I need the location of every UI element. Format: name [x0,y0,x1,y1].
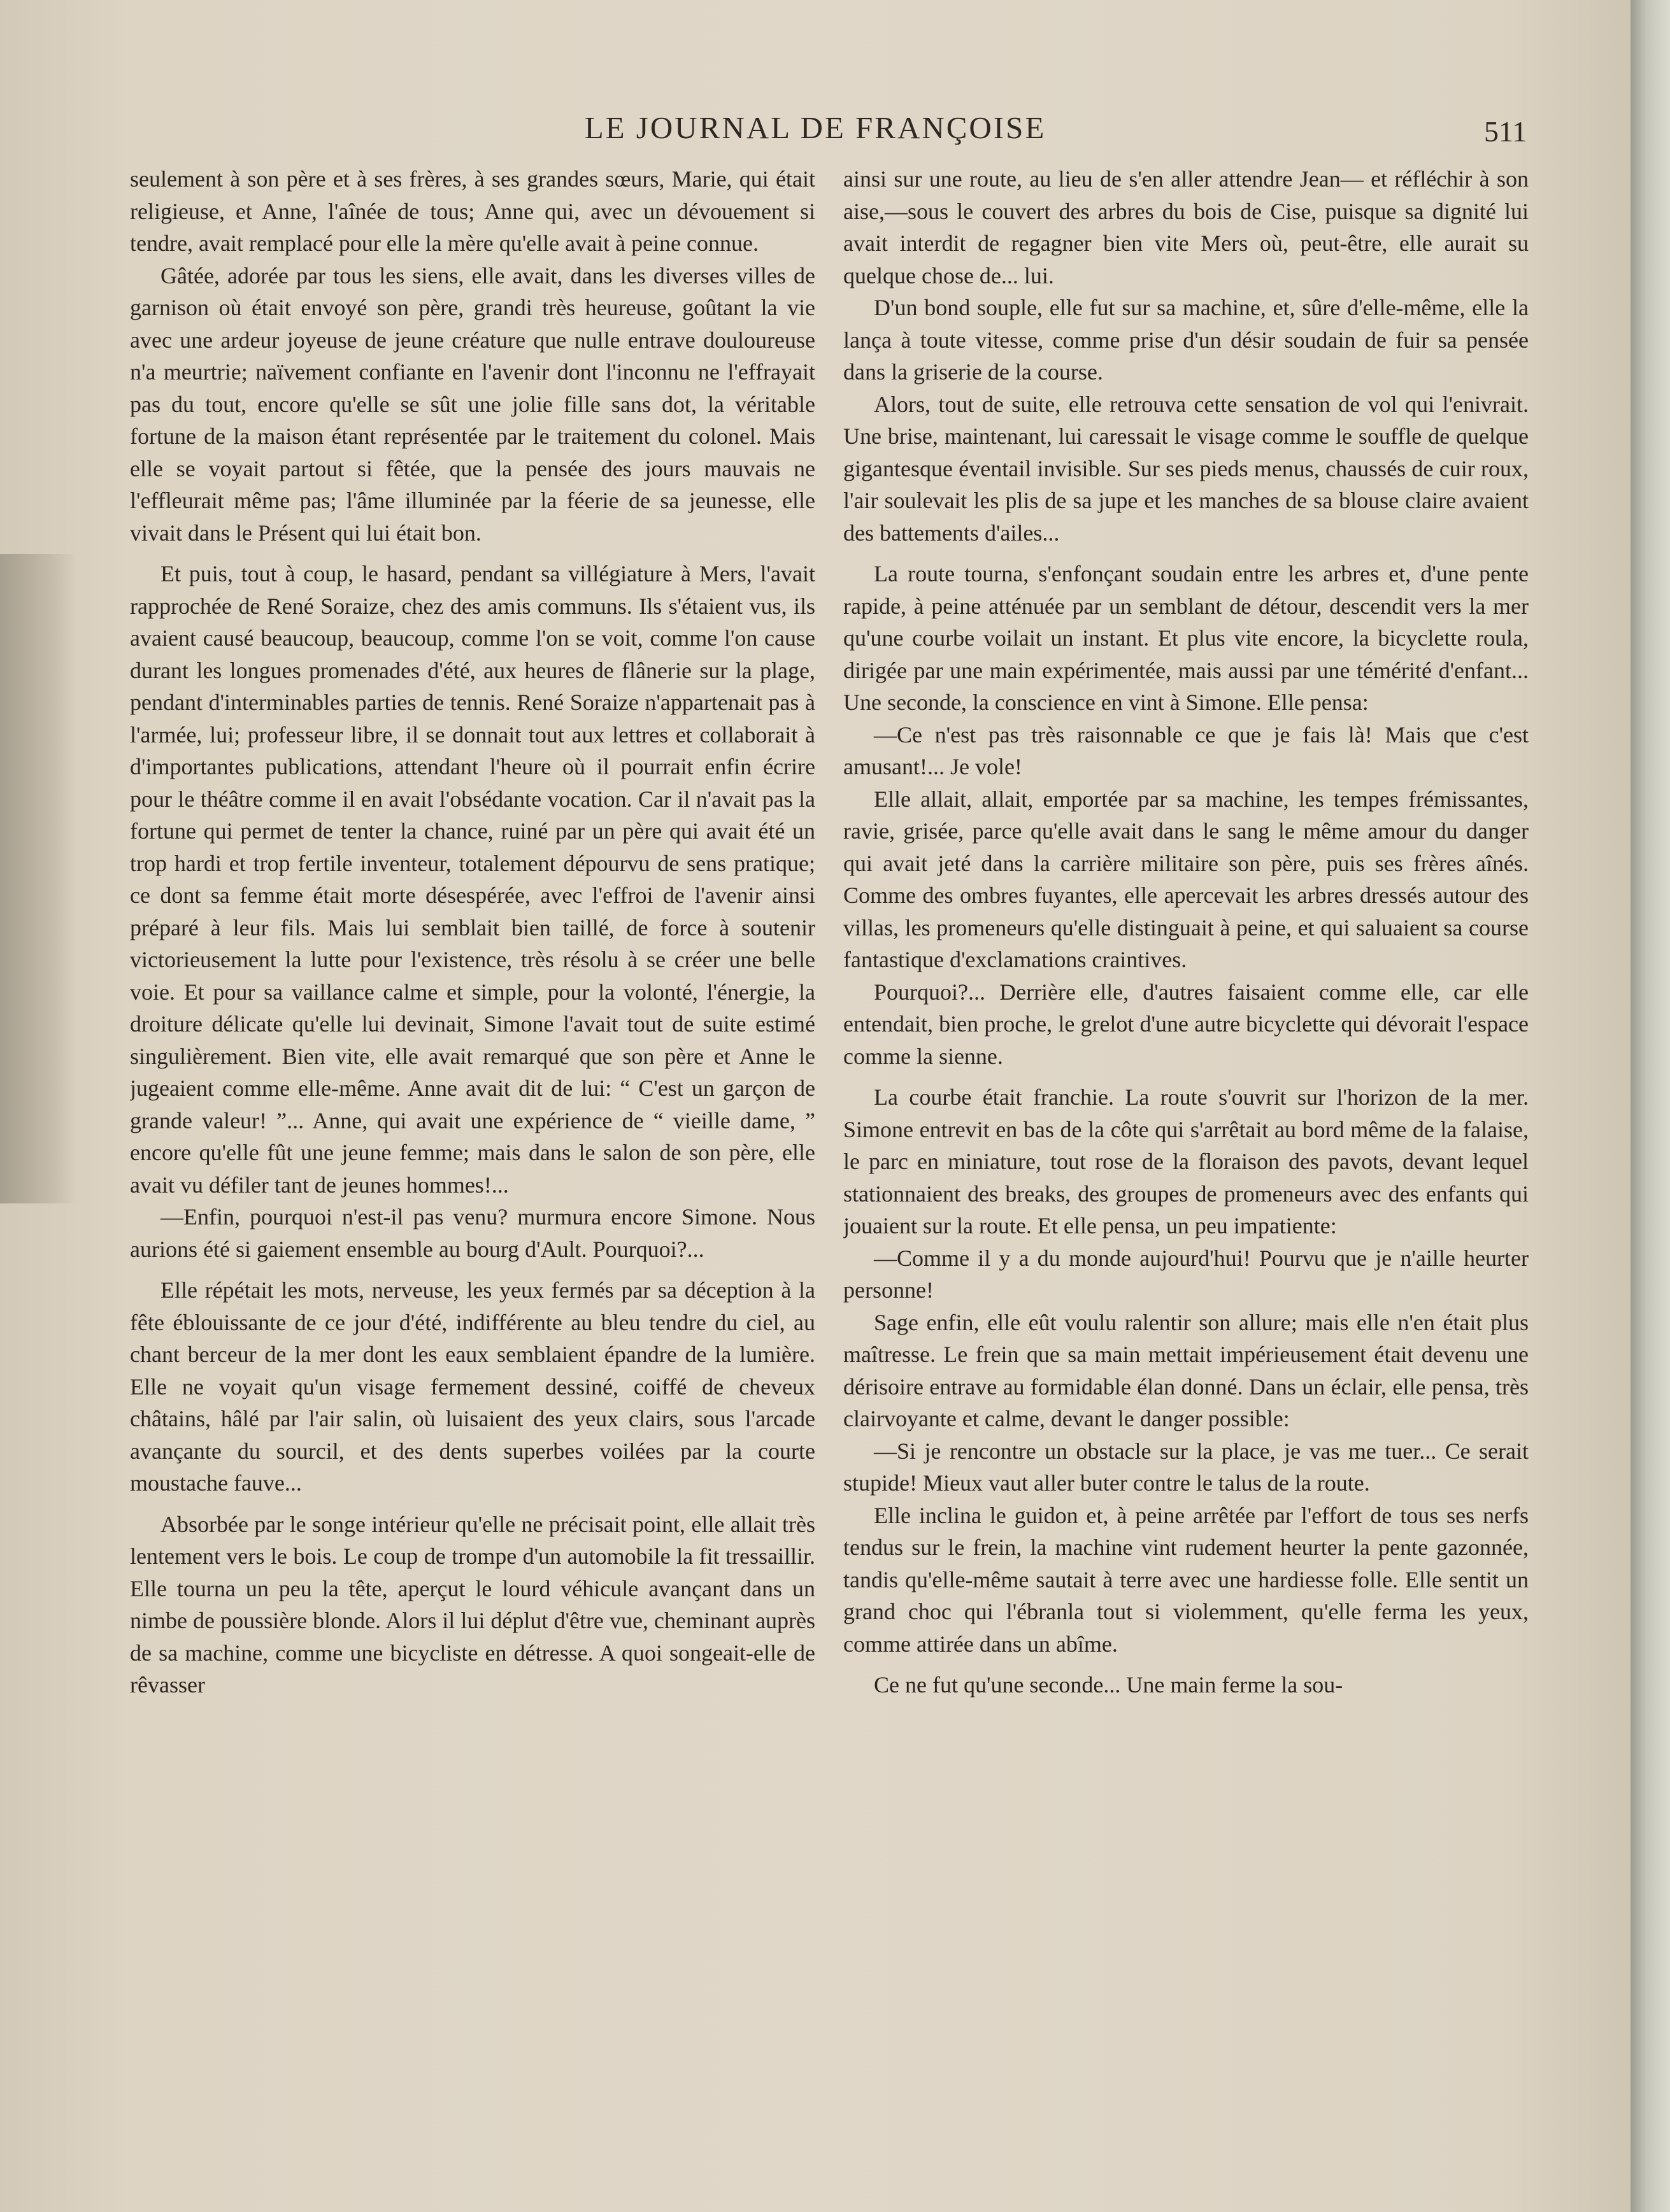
binding-shadow [0,554,76,1203]
page-header [0,110,1631,154]
paragraph: La route tourna, s'enfonçant soudain entre les arbres et, d'une pente rapide, à peine atténuée par un semblant de détour, descendit vers la mer qu'une courbe voilait un instant. Et plus vite encore, la bicyclette roula, dirigée par une main expérimentée, mais aussi par une témérité d'enfant... Une seconde, la conscience en vint à Simone. Elle pensa: [843,561,1529,715]
running-title: LE JOURNAL DE FRANÇOISE [584,110,1046,145]
paragraph: —Enfin, pourquoi n'est-il pas venu? murmura encore Simone. Nous aurions été si gaiement ensemble au bourg d'Ault. Pourquoi?... [130,1204,815,1262]
paragraph: Gâtée, adorée par tous les siens, elle avait, dans les diverses villes de garnison où était envoyé son père, grandi très heureuse, goûtant la vie avec une ardeur joyeuse de jeune créature que nulle entrave douloureuse n'a meurtrie; naïvement confiante en l'avenir dont l'inconnu ne l'effrayait pas du tout, encore qu'elle se sût une jolie fille sans dot, la véritable fortune de la maison étant représentée par le traitement du colonel. Mais elle se voyait partout si fêtée, que la pensée des jours mauvais ne l'effleurait même pas; l'âme illuminée par la féerie de sa jeunesse, elle vivait dans le Présent qui lui était bon. [130,262,815,546]
paragraph: Pourquoi?... Derrière elle, d'autres faisaient comme elle, car elle entendait, bien proche, le grelot d'une autre bicyclette qui dévorait l'espace comme la sienne. [843,979,1529,1069]
paragraph: —Ce n'est pas très raisonnable ce que je fais là! Mais que c'est amusant!... Je vole! [843,721,1529,779]
paragraph: La courbe était franchie. La route s'ouvrit sur l'horizon de la mer. Simone entrevit en bas de la côte qui s'arrêtait au bord même de la falaise, le parc en miniature, tout rose de la floraison des pavots, devant lequel stationnaient des breaks, des groupes de promeneurs avec des enfants qui jouaient sur la route. Et elle pensa, un peu impatiente: [843,1084,1529,1238]
paragraph: D'un bond souple, elle fut sur sa machine, et, sûre d'elle-même, elle la lança à toute vitesse, comme prise d'un désir soudain de fuir sa pensée dans la griserie de la course. [843,295,1529,385]
paragraph: Elle allait, allait, emportée par sa machine, les tempes frémissantes, ravie, grisée, parce qu'elle avait dans le sang le même amour du danger qui avait jeté dans la carrière militaire son père, puis ses frères aînés. Comme des ombres fuyantes, elle apercevait les arbres dressés autour des villas, les promeneurs qu'elle distinguait à peine, et qui saluaient sa course fantastique d'exclamations craintives. [843,786,1529,972]
paragraph: —Si je rencontre un obstacle sur la place, je vas me tuer... Ce serait stupide! Mieux vaut aller buter contre le talus de la route. [843,1438,1529,1496]
paragraph: ainsi sur une route, au lieu de s'en aller attendre Jean— et réfléchir à son aise,—sous le couvert des arbres du bois de Cise, puisque sa dignité lui avait interdit de regagner bien vite Mers où, peut-être, elle aurait su quelque chose de... lui. [843,166,1529,288]
page-number: 511 [1484,115,1527,148]
paragraph: —Comme il y a du monde aujourd'hui! Pourvu que je n'aille heurter personne! [843,1245,1529,1303]
text-column-right [843,163,1529,2124]
paragraph: seulement à son père et à ses frères, à ses grandes sœurs, Marie, qui était religieuse, et Anne, l'aînée de tous; Anne qui, avec un dévouement si tendre, avait remplacé pour elle la mère qu'elle avait à peine connue. [130,166,815,256]
paragraph: Et puis, tout à coup, le hasard, pendant sa villégiature à Mers, l'avait rapprochée de René Soraize, chez des amis communs. Ils s'étaient vus, ils avaient causé beaucoup, beaucoup, comme l'on se voit, comme l'on cause durant les longues promenades d'été, aux heures de flânerie sur la plage, pendant d'interminables parties de tennis. René Soraize n'appartenait pas à l'armée, lui; professeur libre, il se donnait tout aux lettres et collaborait à d'importantes publications, attendant l'heure où il pourrait enfin écrire pour le théâtre comme il en avait l'obsédante vocation. Car il n'avait pas la fortune qui permet de tenter la chance, ruiné par un père qui avait été un trop hardi et trop fertile inventeur, totalement dépourvu de sens pratique; ce dont sa femme était morte désespérée, avec l'effroi de l'avenir ainsi préparé à leur fils. Mais lui semblait bien taillé, de force à soutenir victorieusement la lutte pour l'existence, très résolu à se créer une belle voie. Et pour sa vaillance calme et simple, pour la volonté, l'énergie, la droiture délicate qu'elle lui devinait, Simone l'avait tout de suite estimé singulièrement. Bien vite, elle avait remarqué que son père et Anne le jugeaient comme elle-même. Anne avait dit de lui: “ C'est un garçon de grande valeur! ”... Anne, qui avait une expérience de “ vieille dame, ” encore qu'elle fût une jeune femme; mais dans le salon de son père, elle avait vu défiler tant de jeunes hommes!... [130,561,815,1198]
text-column-left [130,163,815,2124]
paragraph: Elle répétait les mots, nerveuse, les yeux fermés par sa déception à la fête éblouissante de ce jour d'été, indifférente au bleu tendre du ciel, au chant berceur de la mer dont les eaux semblaient épandre de la lumière. Elle ne voyait qu'un visage fermement dessiné, coiffé de cheveux châtains, hâlé par l'air salin, où luisaient des yeux clairs, sous l'arcade avançante du sourcil, et des dents superbes voilées par la courte moustache fauve... [130,1277,815,1496]
paragraph: Elle inclina le guidon et, à peine arrêtée par l'effort de tous ses nerfs tendus sur le frein, la machine vint rudement heurter la pente gazonnée, tandis qu'elle-même sautait à terre avec une hardiesse folle. Elle sentit un grand choc qui l'ébranla tout si violemment, qu'elle ferma les yeux, comme attirée dans un abîme. [843,1502,1529,1657]
paragraph: Ce ne fut qu'une seconde... Une main ferme la sou- [874,1672,1343,1698]
paragraph: Alors, tout de suite, elle retrouva cette sensation de vol qui l'enivrait. Une brise, maintenant, lui caressait le visage comme le souffle de quelque gigantesque éventail invisible. Sur ses pieds menus, chaussés de cuir roux, l'air soulevait les plis de sa jupe et les manches de sa blouse claire avaient des battements d'ailes... [843,391,1529,546]
paragraph: Absorbée par le songe intérieur qu'elle ne précisait point, elle allait très lentement vers le bois. Le coup de trompe d'un automobile la fit tressaillir. Elle tourna un peu la tête, aperçut le lourd véhicule avançant dans un nimbe de poussière blonde. Alors il lui déplut d'être vue, cheminant auprès de sa machine, comme une bicycliste en détresse. A quoi songeait-elle de rêvasser [130,1511,815,1698]
page-edge [1631,0,1670,2212]
paragraph: Sage enfin, elle eût voulu ralentir son allure; mais elle n'en était plus maîtresse. Le frein que sa main mettait impérieusement était devenu une dérisoire entrave au formidable élan donné. Dans un éclair, elle pensa, très clairvoyante et calme, devant le danger possible: [843,1309,1529,1431]
